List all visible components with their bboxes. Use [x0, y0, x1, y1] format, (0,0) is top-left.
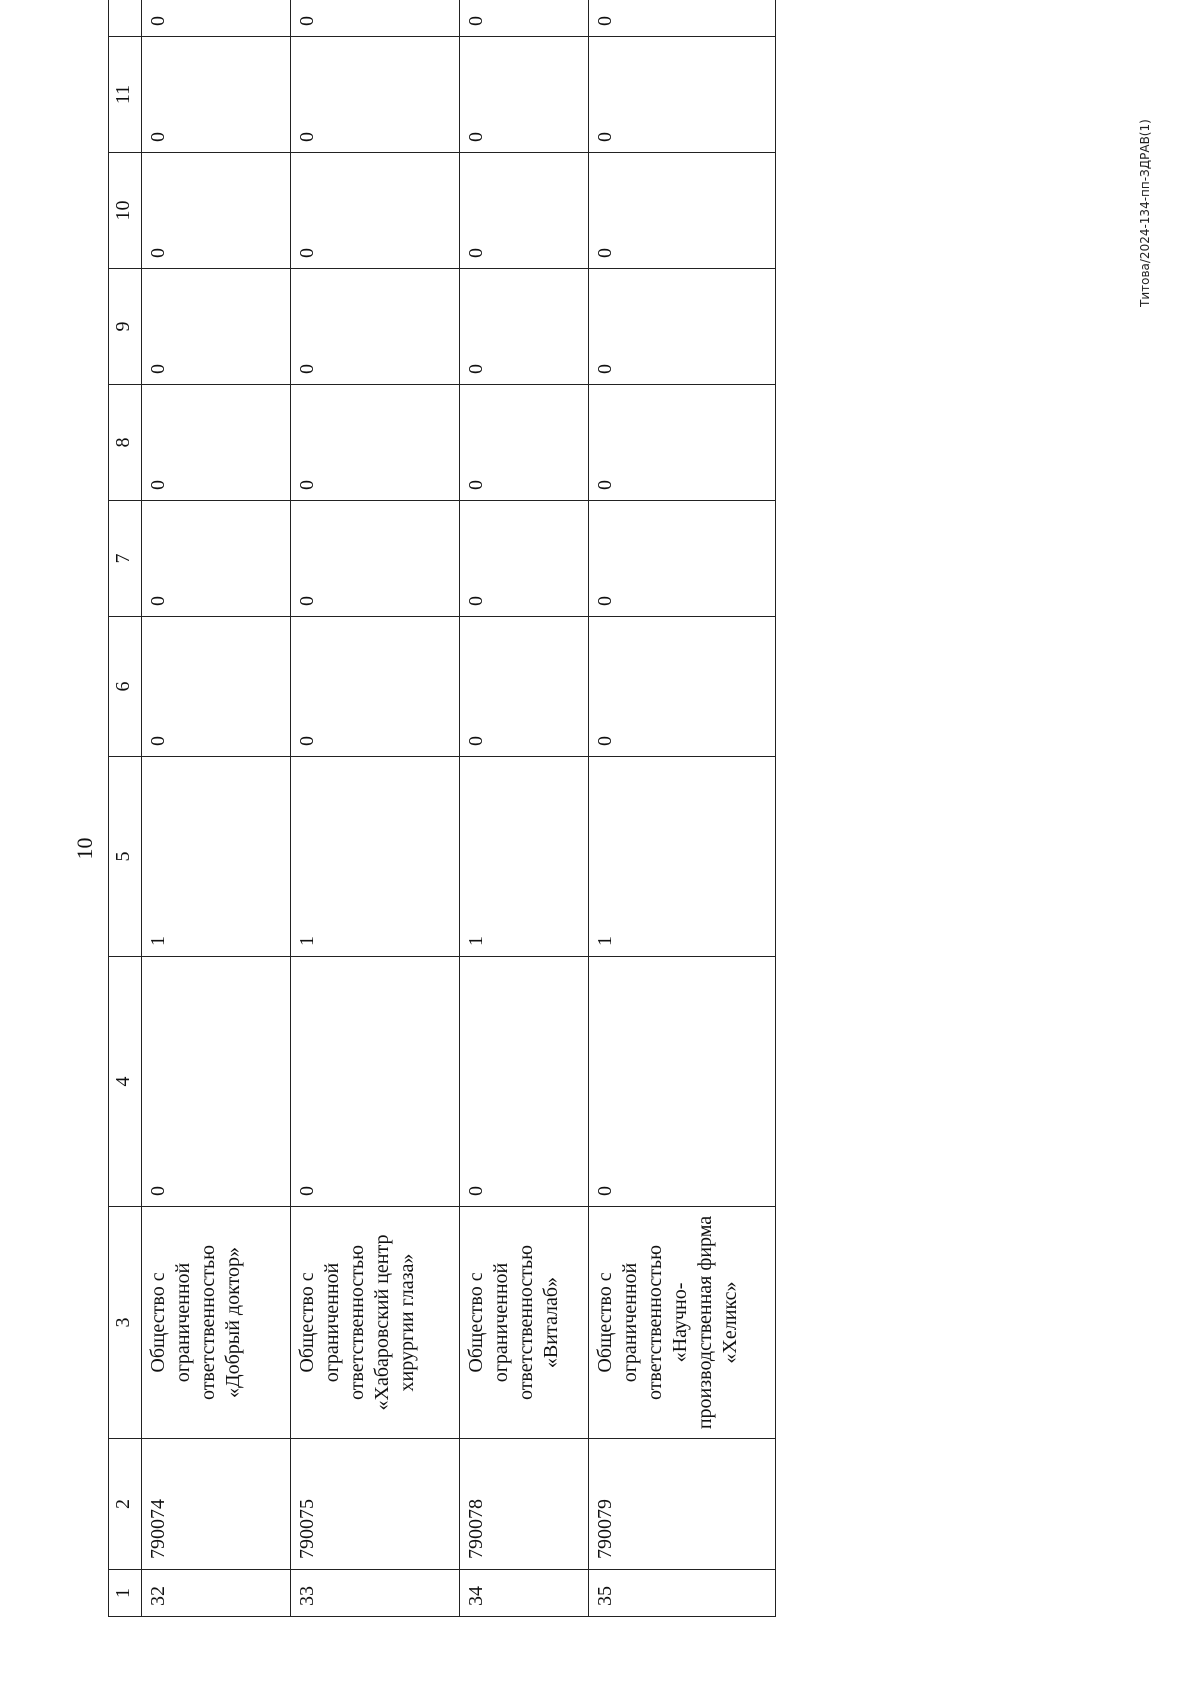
row-number: 33 [291, 1570, 460, 1617]
table-cell: 1 [142, 757, 291, 957]
column-header: 8 [109, 385, 142, 501]
table-cell: 0 [589, 153, 776, 269]
table-cell: 0 [291, 385, 460, 501]
table-cell: 0 [589, 385, 776, 501]
table-cell: 1 [291, 757, 460, 957]
table-cell: 0 [142, 37, 291, 153]
page-number: 10 [72, 837, 97, 860]
table-header-row [109, 0, 142, 1617]
table-cell: 0 [291, 501, 460, 617]
table-cell: 0 [291, 617, 460, 757]
column-header: 5 [109, 757, 142, 957]
table-cell: 0 [142, 153, 291, 269]
row-number: 35 [589, 1570, 776, 1617]
column-header: 3 [109, 1207, 142, 1439]
row-number: 34 [460, 1570, 589, 1617]
table-cell: 0 [291, 153, 460, 269]
table-cell: 0 [589, 37, 776, 153]
table-cell: 0 [142, 385, 291, 501]
column-header: 1 [109, 1570, 142, 1617]
table-cell: 0 [291, 0, 460, 37]
table-cell: 0 [589, 0, 776, 37]
table-cell: 0 [460, 617, 589, 757]
organization-name: Общество с ограниченной ответственностью «Хабаровский центр хирургии глаза» [291, 1207, 460, 1439]
table-cell: 0 [142, 617, 291, 757]
table-cell: 1 [460, 757, 589, 957]
row-number: 32 [142, 1570, 291, 1617]
column-header: 4 [109, 957, 142, 1207]
column-header [109, 0, 142, 37]
table-row [589, 0, 776, 1617]
table-cell: 0 [142, 0, 291, 37]
column-header: 10 [109, 153, 142, 269]
table-cell: 0 [460, 37, 589, 153]
document-code: Титова/2024-134-пп-ЗДРАВ(1) [1138, 119, 1152, 307]
table-cell: 0 [589, 957, 776, 1207]
table-cell: 0 [460, 0, 589, 37]
table-cell: 0 [460, 153, 589, 269]
table-cell: 0 [142, 501, 291, 617]
table-cell: 0 [291, 269, 460, 385]
organization-name: Общество с ограниченной ответственностью «Виталаб» [460, 1207, 589, 1439]
organization-code: 790074 [142, 1439, 291, 1570]
column-header: 2 [109, 1439, 142, 1570]
table-cell: 0 [460, 957, 589, 1207]
table-cell: 0 [460, 385, 589, 501]
table-cell: 0 [460, 501, 589, 617]
organization-code: 790079 [589, 1439, 776, 1570]
table-row [460, 0, 589, 1617]
organization-code: 790078 [460, 1439, 589, 1570]
table-cell: 0 [589, 501, 776, 617]
data-table [108, 0, 776, 1617]
table-row [291, 0, 460, 1617]
table-row [142, 0, 291, 1617]
table-cell: 0 [142, 269, 291, 385]
organization-name: Общество с ограниченной ответственностью «Научно-производственная фирма «Хеликс» [589, 1207, 776, 1439]
organization-name: Общество с ограниченной ответственностью «Добрый доктор» [142, 1207, 291, 1439]
column-header: 6 [109, 617, 142, 757]
table-cell: 0 [142, 957, 291, 1207]
table-cell: 0 [291, 37, 460, 153]
organization-code: 790075 [291, 1439, 460, 1570]
column-header: 7 [109, 501, 142, 617]
column-header: 9 [109, 269, 142, 385]
table-cell: 0 [291, 957, 460, 1207]
table-cell: 0 [460, 269, 589, 385]
table-cell: 1 [589, 757, 776, 957]
column-header: 11 [109, 37, 142, 153]
table-cell: 0 [589, 269, 776, 385]
table-cell: 0 [589, 617, 776, 757]
